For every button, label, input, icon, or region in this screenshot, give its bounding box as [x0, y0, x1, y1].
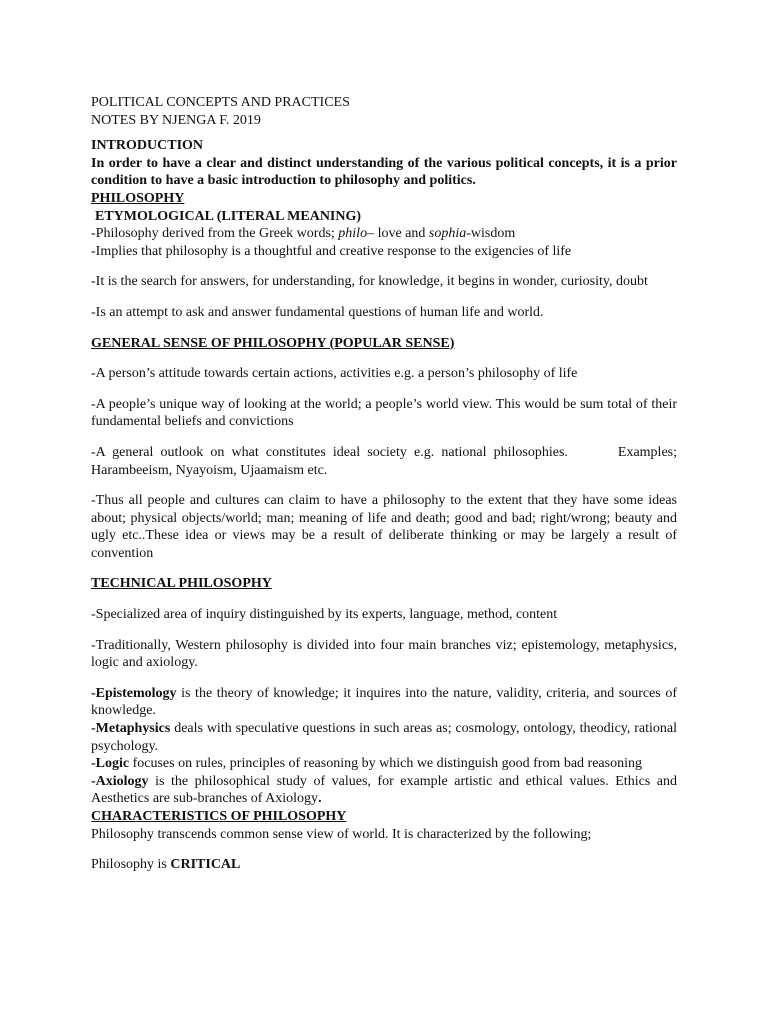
- general-paragraph-1: -A person’s attitude towards certain actions, activities e.g. a person’s philosophy of life: [91, 366, 578, 382]
- technical-philosophy-heading: TECHNICAL PHILOSOPHY: [91, 576, 272, 592]
- critical-term: CRITICAL: [170, 857, 241, 873]
- philosophy-heading: PHILOSOPHY: [91, 190, 185, 206]
- technical-paragraph-1: -Specialized area of inquiry distinguished by its experts, language, method, content: [91, 607, 558, 623]
- intro-heading: INTRODUCTION: [91, 138, 204, 154]
- characteristics-heading: CHARACTERISTICS OF PHILOSOPHY: [91, 809, 347, 824]
- philosophy-paragraph-2: -Implies that philosophy is a thoughtful and creative response to the exigencies of life: [91, 243, 572, 259]
- branch-term: -Logic: [91, 756, 130, 772]
- document-body: [91, 94, 681, 874]
- philosophy-paragraph-4: -Is an attempt to ask and answer fundamental questions of human life and world.: [91, 304, 544, 320]
- technical-paragraph-2: -Traditionally, Western philosophy is divided into four main branches viz; epistemology, metaphysics, logic and axiology.: [91, 637, 677, 671]
- sophia-term: sophia: [428, 226, 467, 242]
- course-title: POLITICAL CONCEPTS AND PRACTICES: [91, 95, 350, 110]
- philosophy-paragraph-3: -It is the search for answers, for understanding, for knowledge, it begins in wonder, curiosity, doubt: [91, 274, 648, 290]
- general-paragraph-2: -A people’s unique way of looking at the world; a people’s world view. This would be sum total of their fundamental beliefs and convictions: [91, 396, 677, 430]
- branch-term: -Axiology: [91, 773, 149, 789]
- branch-axiology: -Axiology is the philosophical study of values, for example artistic and ethical values. Ethics and Aesthetics are sub-branches of Axiology.: [91, 773, 677, 807]
- characteristic-critical: Philosophy is CRITICAL: [91, 857, 241, 873]
- notes-author: NOTES BY NJENGA F. 2019: [91, 112, 261, 128]
- etymological-subheading: ETYMOLOGICAL (LITERAL MEANING): [95, 208, 362, 224]
- branch-logic: -Logic focuses on rules, principles of reasoning by which we distinguish good from bad reasoning: [91, 756, 642, 772]
- branch-term: -Metaphysics: [91, 721, 171, 737]
- general-sense-heading: GENERAL SENSE OF PHILOSOPHY (POPULAR SENSE): [91, 335, 455, 351]
- general-paragraph-3: -A general outlook on what constitutes ideal society e.g. national philosophies. Examples; Harambeeism, Nyayoism, Ujaamaism etc.: [91, 444, 681, 478]
- philosophy-paragraph-1: -Philosophy derived from the Greek words; philo– love and sophia-wisdom: [91, 226, 516, 242]
- general-paragraph-4: -Thus all people and cultures can claim to have a philosophy to the extent that they have some ideas about; physical objects/world; man; meaning of life and death; good and bad; right/wrong; beauty and ugly etc..These idea or views may be a result of deliberate thinking or may be largely a result of convention: [91, 493, 677, 561]
- characteristics-intro: Philosophy transcends common sense view of world. It is characterized by the following;: [91, 826, 592, 842]
- intro-text: In order to have a clear and distinct understanding of the various political concepts, it is a prior condition to have a basic introduction to philosophy and politics.: [91, 155, 677, 189]
- philo-term: philo: [338, 226, 368, 242]
- branch-term: -Epistemology: [91, 685, 177, 701]
- branch-epistemology: -Epistemology is the theory of knowledge; it inquires into the nature, validity, criteria, and sources of knowledge.: [91, 685, 677, 719]
- branch-metaphysics: -Metaphysics deals with speculative questions in such areas as; cosmology, ontology, theodicy, rational psychology.: [91, 721, 677, 754]
